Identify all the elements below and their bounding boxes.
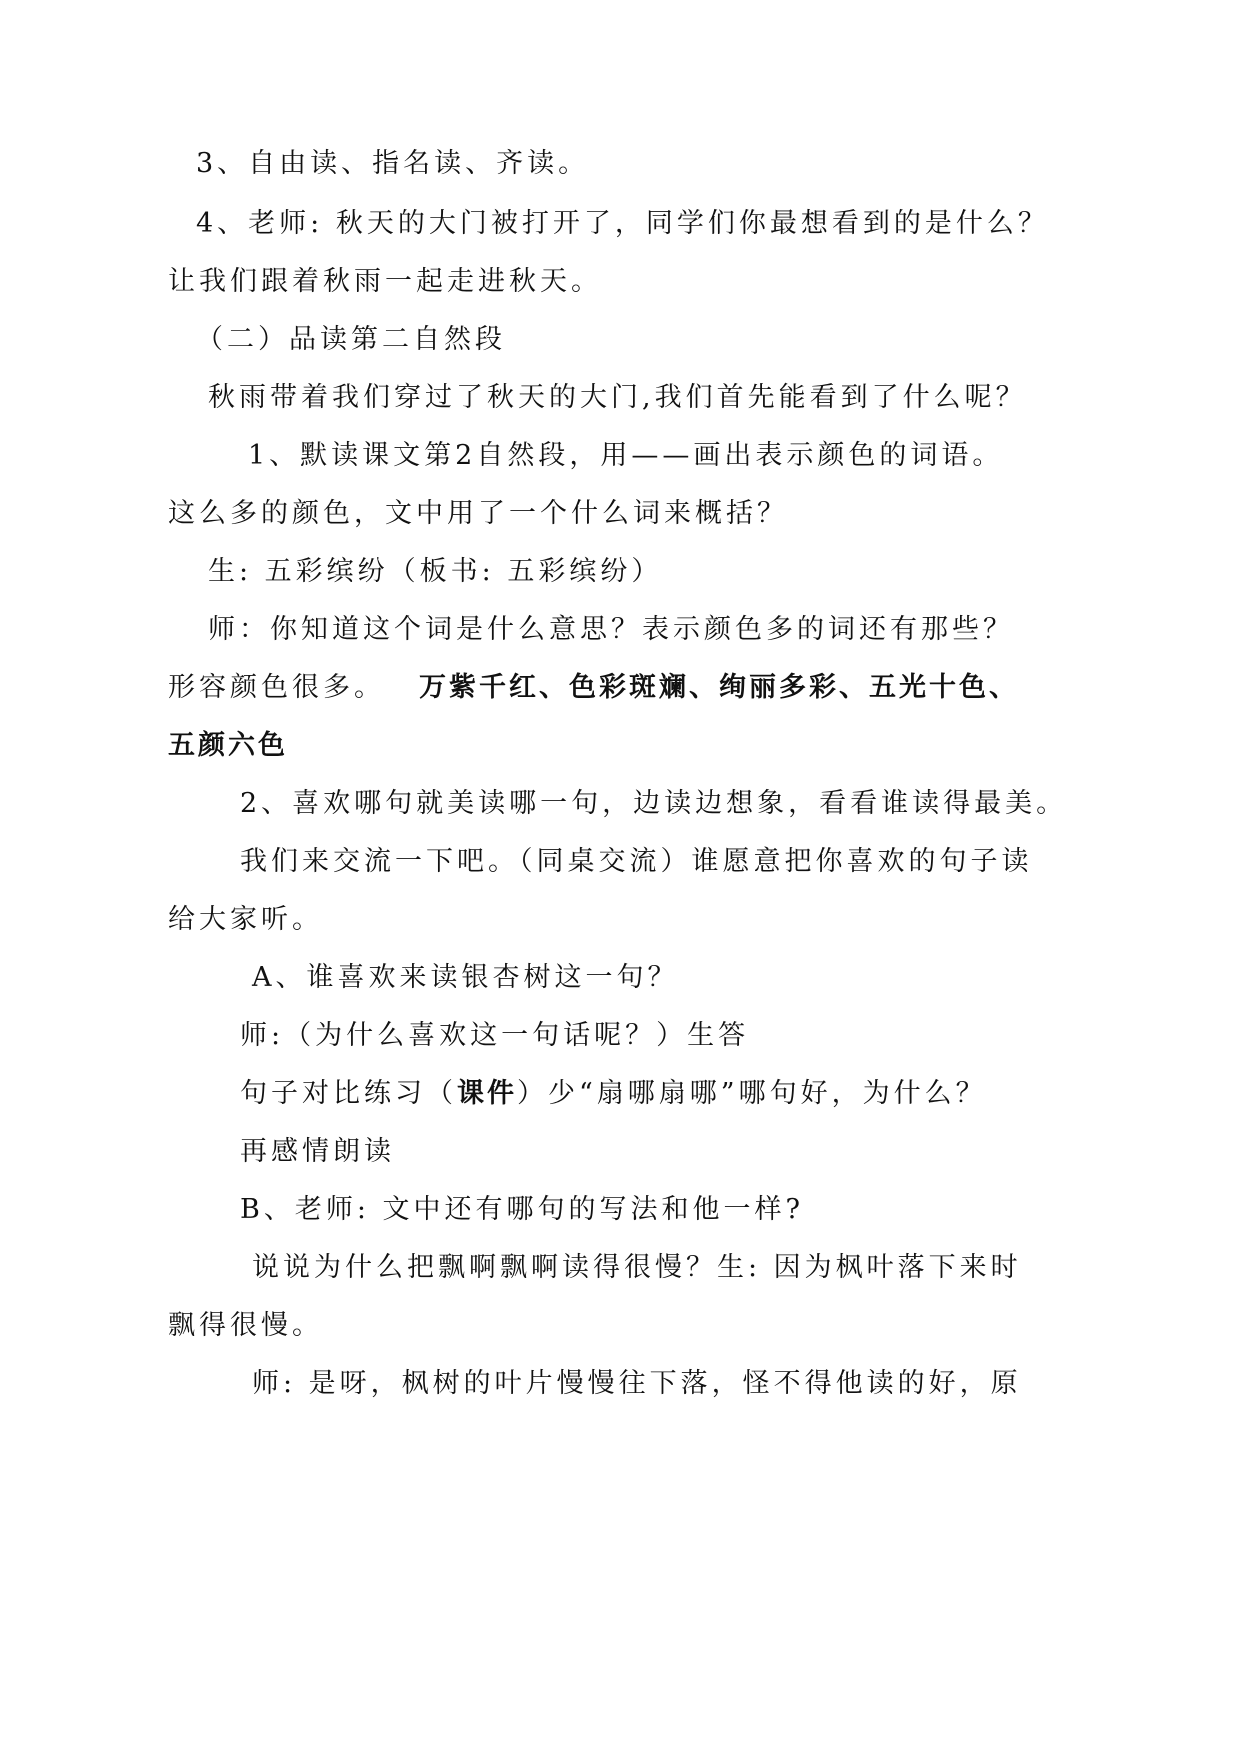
section-heading-paragraph-two: （二）品读第二自然段 [196, 324, 506, 355]
text-line-ginkgo-sentence: A、谁喜欢来读银杏树这一句？ [252, 962, 679, 993]
courseware-label: 课件 [457, 1078, 517, 1109]
text-line-teacher-why: 师:（为什么喜欢这一句话呢？）生答 [240, 1020, 750, 1051]
text-line-teacher-followup: 师：你知道这个词是什么意思？表示颜色多的词还有那些？ [208, 614, 1014, 645]
text-line-teacher-similar: B、老师: 文中还有哪句的写法和他一样? [240, 1194, 804, 1225]
comparison-tail: ）少“扇哪扇哪”哪句好，为什么？ [517, 1078, 987, 1109]
text-line-color-words [168, 668, 1019, 708]
color-words-lead: 形容颜色很多。 [168, 672, 385, 703]
text-line-task-one: 1、默读课文第2自然段，用——画出表示颜色的词语。 [248, 440, 1004, 471]
comparison-lead: 句子对比练习（ [240, 1078, 457, 1109]
text-line-intro-question: 秋雨带着我们穿过了秋天的大门,我们首先能看到了什么呢？ [208, 382, 1027, 413]
text-line-exchange: 我们来交流一下吧。（同桌交流）谁愿意把你喜欢的句子读 [240, 846, 1033, 877]
text-line-why-slow-cont: 飘得很慢。 [168, 1310, 323, 1341]
color-words-bold-cont: 五颜六色 [168, 730, 288, 761]
text-line-teacher-question: 4、老师: 秋天的大门被打开了，同学们你最想看到的是什么？ [196, 208, 1049, 239]
text-line-task-one-cont: 这么多的颜色，文中用了一个什么词来概括？ [168, 498, 788, 529]
text-line-why-slow: 说说为什么把飘啊飘啊读得很慢？生: 因为枫叶落下来时 [252, 1252, 1022, 1283]
text-line-read-again: 再感情朗读 [240, 1136, 395, 1167]
text-line-teacher-maple: 师: 是呀，枫树的叶片慢慢往下落，怪不得他读的好，原 [252, 1368, 1022, 1399]
color-words-bold: 万紫千红、色彩斑斓、绚丽多彩、五光十色、 [419, 672, 1019, 703]
text-line-task-two: 2、喜欢哪句就美读哪一句，边读边想象，看看谁读得最美。 [240, 788, 1068, 819]
text-line-reading-methods: 3、自由读、指名读、齐读。 [196, 148, 590, 179]
text-line-exchange-cont: 给大家听。 [168, 904, 323, 935]
text-line-follow-autumn-rain: 让我们跟着秋雨一起走进秋天。 [168, 266, 602, 297]
text-line-sentence-comparison [240, 1074, 987, 1114]
text-line-student-answer: 生: 五彩缤纷（板书: 五彩缤纷） [208, 556, 663, 587]
